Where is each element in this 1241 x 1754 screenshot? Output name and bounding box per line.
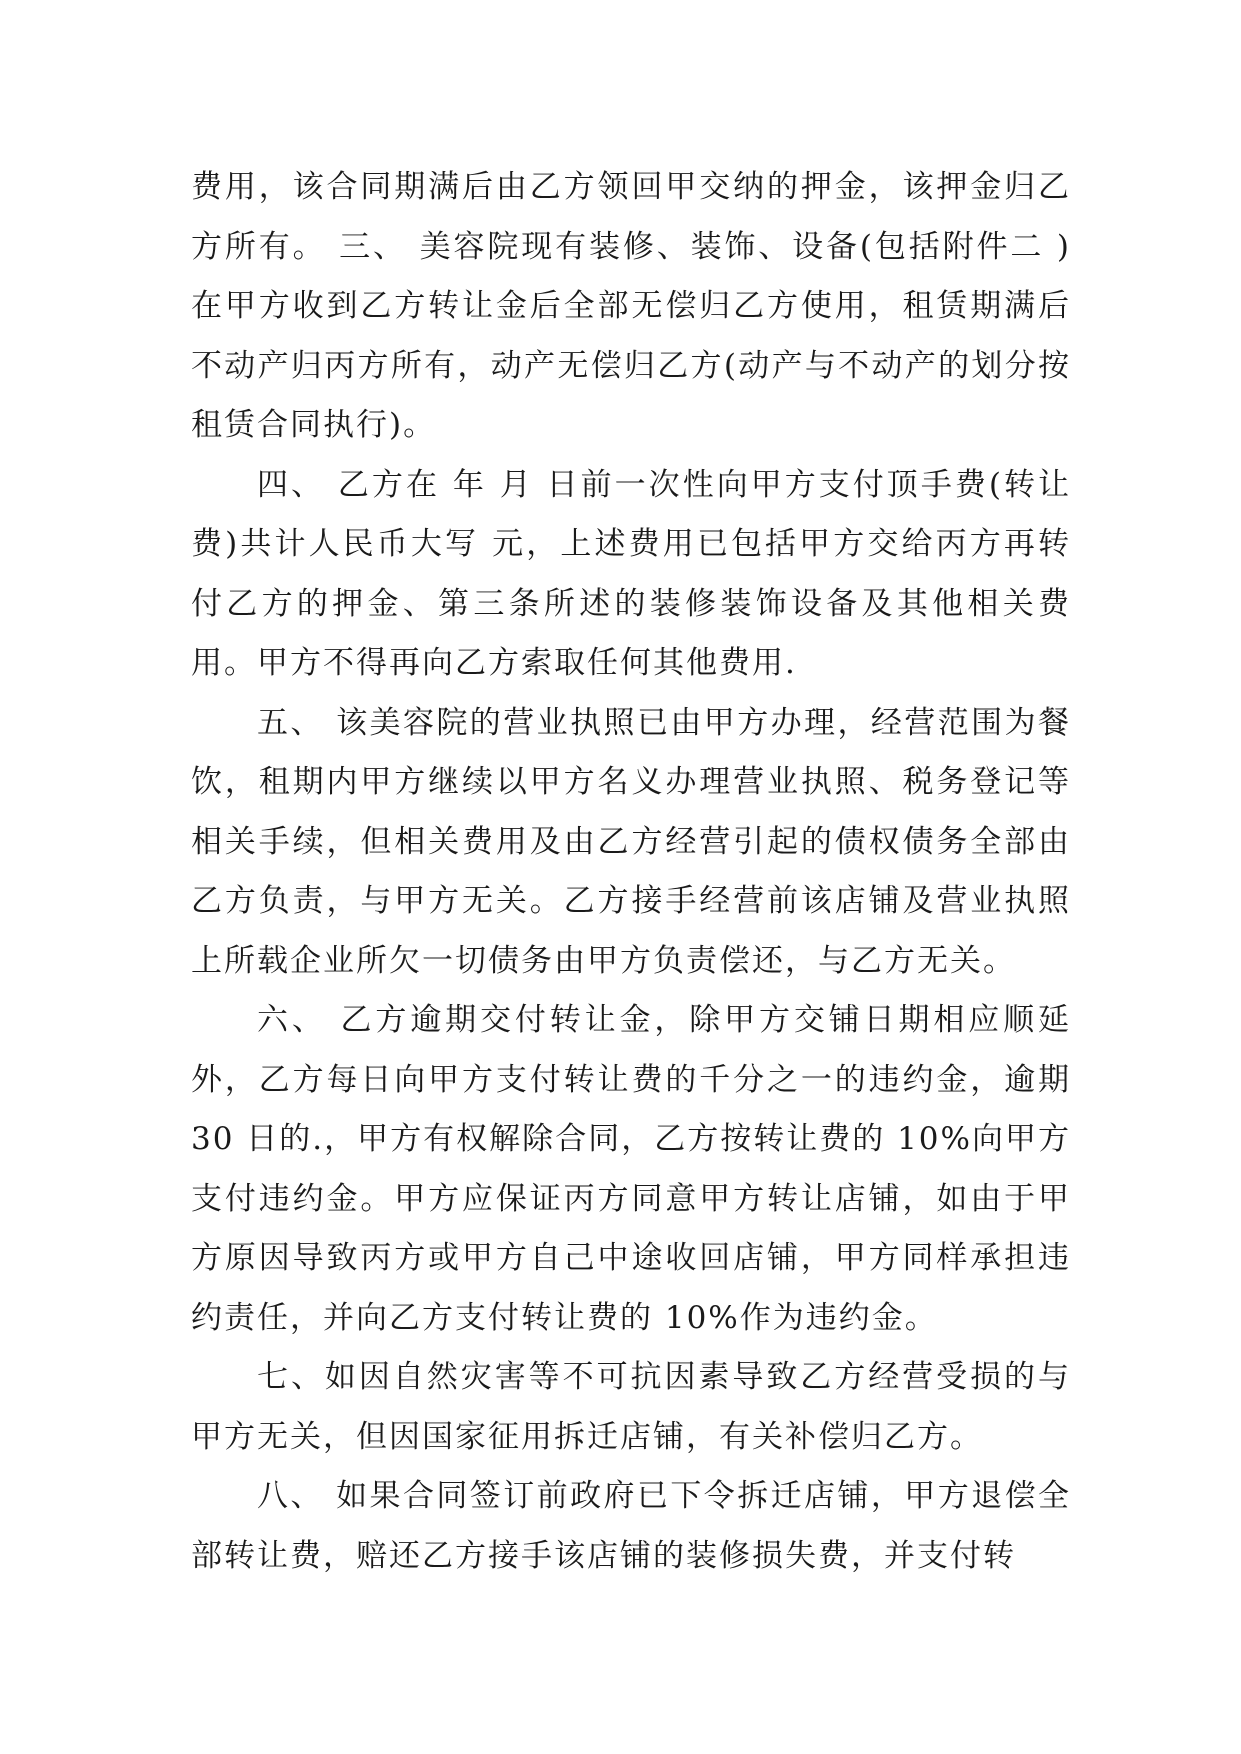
paragraph-clause-4: 四、 乙方在 年 月 日前一次性向甲方支付顶手费(转让费)共计人民币大写 元，上述费用已包括甲方交给丙方再转付乙方的押金、第三条所述的装修装饰设备及其他相关费用。甲方不得再向乙方索取任何其他费用.	[191, 466, 1071, 681]
paragraph-clause-3: 费用，该合同期满后由乙方领回甲交纳的押金，该押金归乙方所有。 三、 美容院现有装修、装饰、设备(包括附件二 )在甲方收到乙方转让金后全部无偿归乙方使用，租赁期满后不动产归丙方所有，动产无偿归乙方(动产与不动产的划分按租赁合同执行)。	[191, 169, 1071, 443]
document-body	[191, 158, 1071, 1586]
paragraph-clause-8: 八、 如果合同签订前政府已下令拆迁店铺，甲方退偿全部转让费，赔还乙方接手该店铺的装修损失费，并支付转	[191, 1478, 1071, 1574]
paragraph-clause-7: 七、如因自然灾害等不可抗因素导致乙方经营受损的与甲方无关，但因国家征用拆迁店铺，有关补偿归乙方。	[191, 1359, 1071, 1455]
paragraph-clause-5: 五、 该美容院的营业执照已由甲方办理，经营范围为餐饮，租期内甲方继续以甲方名义办理营业执照、税务登记等相关手续，但相关费用及由乙方经营引起的债权债务全部由乙方负责，与甲方无关。乙方接手经营前该店铺及营业执照上所载企业所欠一切债务由甲方负责偿还，与乙方无关。	[191, 704, 1071, 979]
paragraph-clause-6: 六、 乙方逾期交付转让金，除甲方交铺日期相应顺延外，乙方每日向甲方支付转让费的千分之一的违约金，逾期30 日的.，甲方有权解除合同，乙方按转让费的 10%向甲方支付违约金。甲方应保证丙方同意甲方转让店铺，如由于甲方原因导致丙方或甲方自己中途收回店铺，甲方同样承担违约责任，并向乙方支付转让费的 10%作为违约金。	[191, 1002, 1071, 1336]
